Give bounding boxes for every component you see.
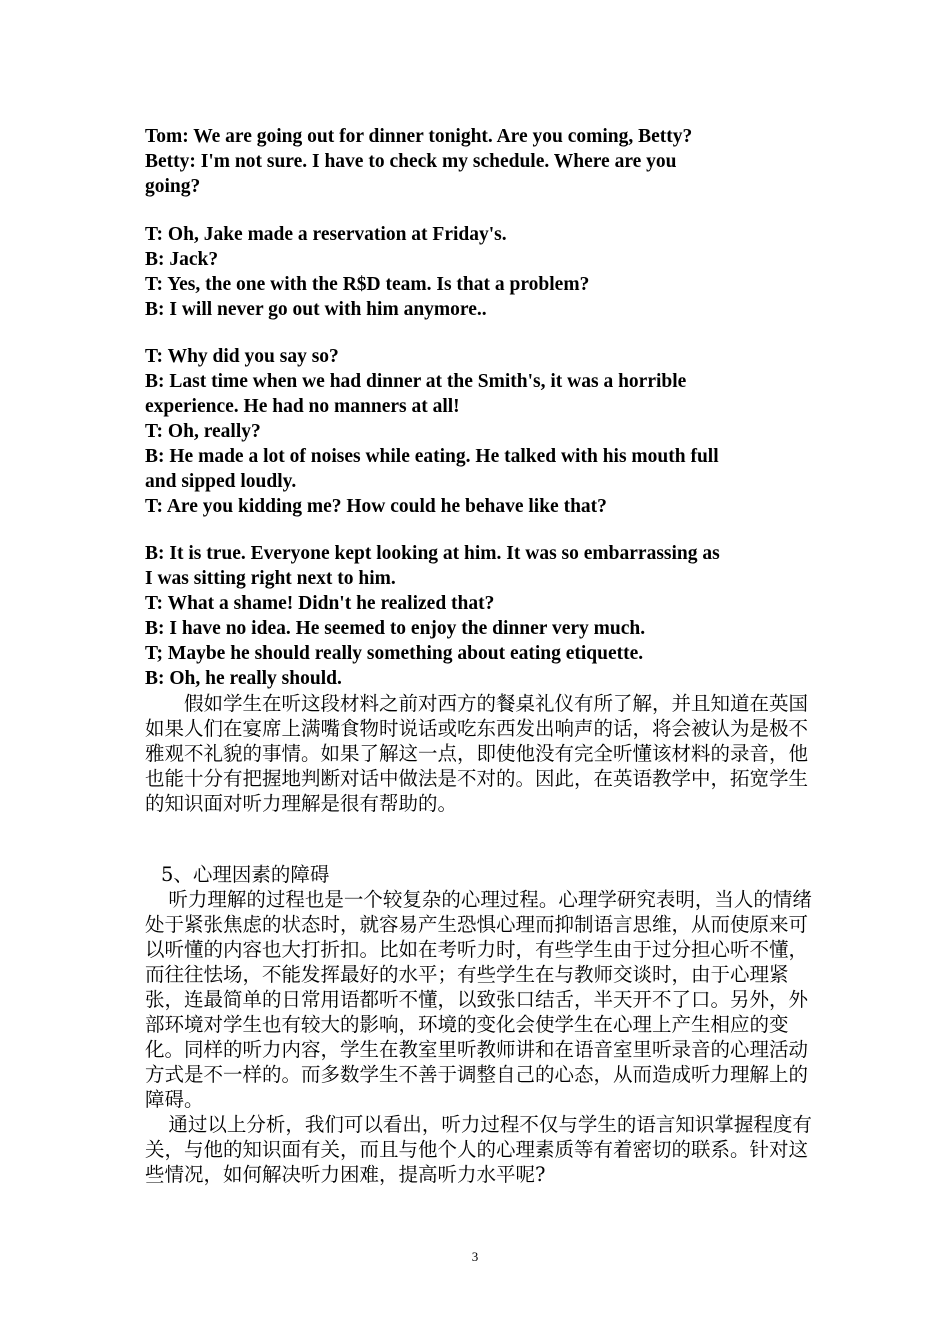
dialogue-block-1: [145, 124, 825, 199]
dialogue-line: B: It is true. Everyone kept looking at him. It was so embarrassing as: [145, 543, 720, 564]
dialogue-line: T: Are you kidding me? How could he behave like that?: [145, 496, 607, 517]
dialogue-line: going?: [145, 176, 201, 197]
dialogue-line: B: I will never go out with him anymore..: [145, 299, 487, 320]
page-number: 3: [471, 1249, 479, 1264]
dialogue-line: T: Oh, Jake made a reservation at Friday's.: [145, 224, 507, 245]
section-heading: 5、心理因素的障碍: [161, 863, 330, 886]
paragraph-conclusion: 通过以上分析，我们可以看出，听力过程不仅与学生的语言知识掌握程度有关，与他的知识面有关，而且与他个人的心理素质等有着密切的联系。针对这些情况，如何解决听力困难，提高听力水平呢?: [145, 1113, 812, 1186]
paragraph-psychology: 听力理解的过程也是一个较复杂的心理过程。心理学研究表明，当人的情绪处于紧张焦虑的状态时，就容易产生恐惧心理而抑制语言思维，从而使原来可以听懂的内容也大打折扣。比如在考听力时，有些学生由于过分担心听不懂，而往往怯场，不能发挥最好的水平；有些学生在与教师交谈时，由于心理紧张，连最简单的日常用语都听不懂，以致张口结舌，半天开不了口。另外，外部环境对学生也有较大的影响，环境的变化会使学生在心理上产生相应的变化。同样的听力内容，学生在教室里听教师讲和在语音室里听录音的心理活动方式是不一样的。而多数学生不善于调整自己的心态，从而造成听力理解上的障碍。: [145, 888, 812, 1111]
dialogue-line: B: He made a lot of noises while eating. He talked with his mouth full: [145, 446, 719, 467]
body-text-1: [145, 691, 817, 816]
dialogue-line: B: I have no idea. He seemed to enjoy the dinner very much.: [145, 618, 646, 639]
body-text-2: [145, 862, 817, 1187]
dialogue-line: B: Last time when we had dinner at the Smith's, it was a horrible: [145, 371, 687, 392]
dialogue-block-4: [145, 541, 825, 691]
dialogue-line: B: Jack?: [145, 249, 219, 270]
dialogue-line: T: Oh, really?: [145, 421, 261, 442]
dialogue-line: T: Yes, the one with the R$D team. Is that a problem?: [145, 274, 590, 295]
dialogue-line: T: Why did you say so?: [145, 346, 339, 367]
dialogue-line: B: Oh, he really should.: [145, 668, 342, 689]
dialogue-line: T: What a shame! Didn't he realized that?: [145, 593, 495, 614]
dialogue-line: I was sitting right next to him.: [145, 568, 396, 589]
dialogue-line: Tom: We are going out for dinner tonight. Are you coming, Betty?: [145, 126, 693, 147]
dialogue-line: experience. He had no manners at all!: [145, 396, 460, 417]
dialogue-block-2: [145, 222, 825, 322]
dialogue-line: Betty: I'm not sure. I have to check my schedule. Where are you: [145, 151, 677, 172]
dialogue-block-3: [145, 344, 825, 519]
dialogue-line: T; Maybe he should really something about eating etiquette.: [145, 643, 644, 664]
dialogue-line: and sipped loudly.: [145, 471, 297, 492]
paragraph-etiquette: 假如学生在听这段材料之前对西方的餐桌礼仪有所了解，并且知道在英国如果人们在宴席上满嘴食物时说话或吃东西发出响声的话，将会被认为是极不雅观不礼貌的事情。如果了解这一点，即使他没有完全听懂该材料的录音，他也能十分有把握地判断对话中做法是不对的。因此，在英语教学中，拓宽学生的知识面对听力理解是很有帮助的。: [145, 692, 809, 815]
